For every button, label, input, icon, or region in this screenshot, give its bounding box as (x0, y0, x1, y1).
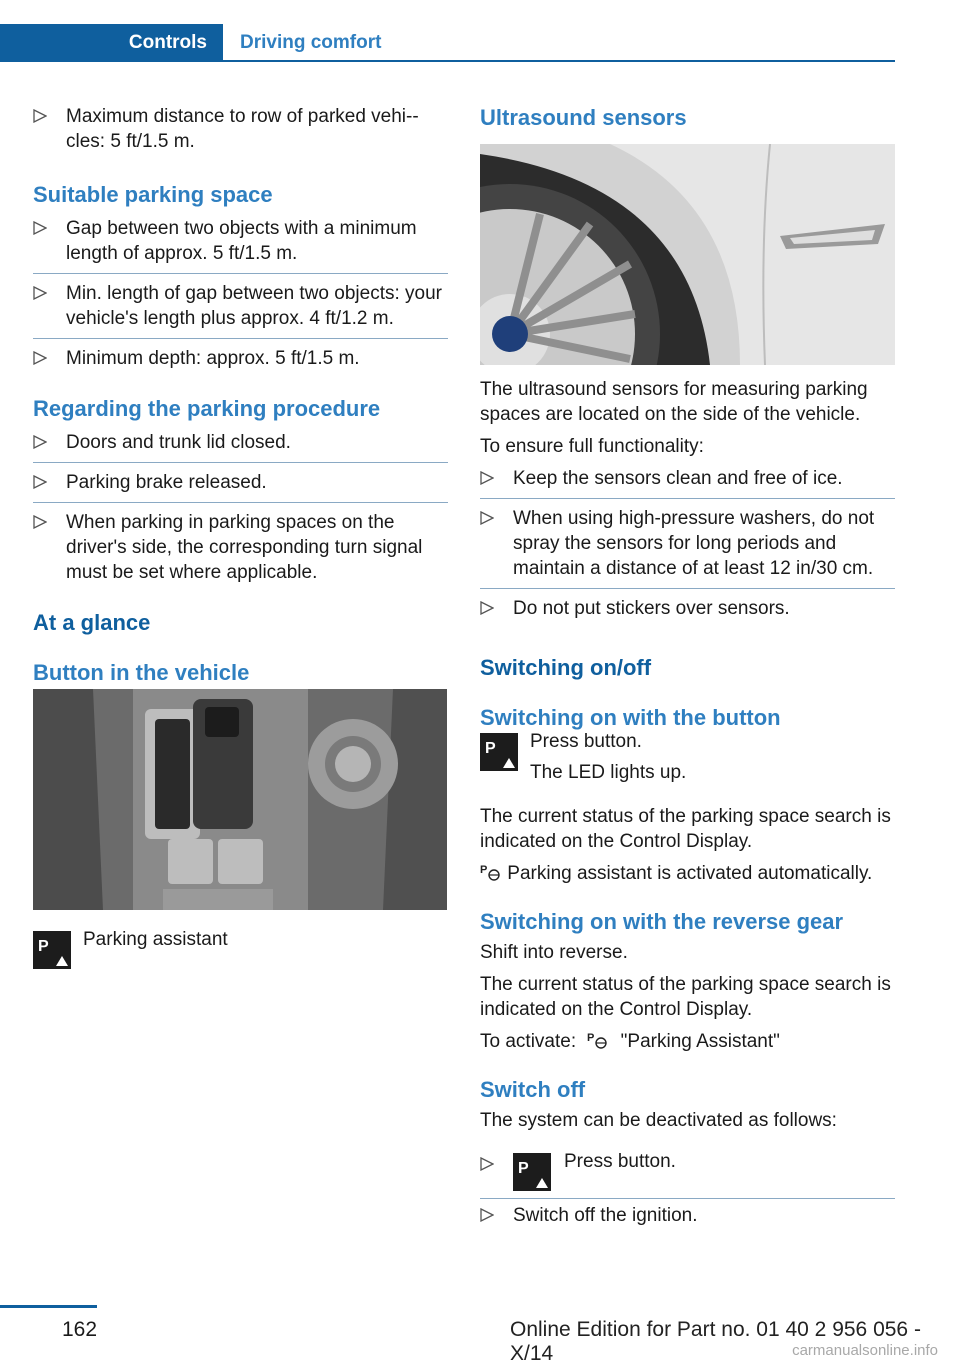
parking-assistant-button-icon: P (480, 733, 518, 771)
footer-divider (0, 1305, 97, 1308)
edition-text: Online Edition for Part no. 01 40 2 956 056 - X/14 (510, 1318, 921, 1365)
ensure-text: To ensure full functionality: (480, 436, 704, 457)
activate-line (480, 1029, 895, 1054)
console-photo (33, 689, 447, 910)
list-item (480, 506, 895, 581)
heading-switch-button: Switching on with the button (480, 705, 781, 730)
press-button-text: Press button. (530, 731, 642, 752)
heading-switching: Switching on/off (480, 655, 652, 680)
triangle-bullet-icon (480, 511, 494, 525)
svg-text:P: P (480, 864, 488, 876)
list-item (33, 104, 448, 154)
left-column (33, 100, 448, 687)
sensor-photo (480, 144, 895, 365)
triangle-bullet-icon (480, 601, 494, 615)
shift-text: Shift into reverse. (480, 942, 628, 963)
heading-button: Button in the vehicle (33, 660, 250, 685)
bullet-text: Gap between two objects with a minimum length of approx. 5 ft/1.5 m. (66, 218, 417, 264)
right-column (480, 100, 895, 132)
bullet-text: Parking brake released. (66, 472, 267, 493)
header-divider (0, 60, 895, 62)
console-illustration (33, 689, 447, 910)
subsection-tab[interactable]: Driving comfort (240, 32, 382, 53)
bullet-text: When parking in parking spaces on the driver's side, the corresponding turn signal must be set where applicable. (66, 512, 423, 583)
bullet-text: Minimum depth: approx. 5 ft/1.5 m. (66, 348, 360, 369)
list-item (33, 470, 448, 495)
bullet-text: Switch off the ignition. (513, 1205, 698, 1226)
deactivate-text: The system can be deactivated as follows: (480, 1110, 837, 1131)
triangle-bullet-icon (33, 109, 47, 123)
list-item (480, 1203, 928, 1228)
heading-ultrasound: Ultrasound sensors (480, 105, 687, 130)
bullet-text: Keep the sensors clean and free of ice. (513, 468, 843, 489)
section-tab[interactable]: Controls (0, 24, 223, 60)
triangle-bullet-icon (33, 286, 47, 300)
bullet-text: Min. length of gap between two objects: your vehicle's length plus approx. 4 ft/1.2 m. (66, 283, 443, 329)
list-item (480, 466, 895, 491)
parking-assistant-symbol-icon (587, 1030, 609, 1050)
status-text-2: The current status of the parking space search is indicated on the Control Display. (480, 974, 891, 1020)
button-caption: Parking assistant (83, 929, 228, 950)
heading-glance: At a glance (33, 610, 151, 635)
watermark: carmanualsonline.info (792, 1342, 938, 1359)
triangle-bullet-icon (33, 515, 47, 529)
right-column-body (480, 377, 895, 732)
suitable-list (33, 216, 448, 371)
triangle-bullet-icon (480, 1208, 494, 1222)
parking-assistant-button-icon: P (33, 931, 71, 969)
bullet-text: Press button. (564, 1151, 676, 1172)
ensure-list (480, 466, 895, 621)
list-item (480, 596, 895, 621)
page-number: 162 (62, 1318, 98, 1341)
bullet-text: When using high-pressure washers, do not spray the sensors for long periods and maintain a distance of at least 12 in/30 cm. (513, 508, 875, 579)
procedure-list (33, 430, 448, 585)
triangle-bullet-icon (480, 1157, 494, 1171)
status-text: The current status of the parking space search is indicated on the Control Display. (480, 806, 891, 852)
bullet-text: Do not put stickers over sensors. (513, 598, 790, 619)
svg-text:P: P (587, 1032, 595, 1044)
list-item (33, 430, 448, 455)
to-activate-text: To activate: (480, 1031, 577, 1052)
bullet-text: Maximum distance to row of parked vehi-cles: 5 ft/1.5 m. (66, 106, 419, 152)
parking-assistant-symbol-icon (480, 862, 502, 882)
ultrasound-text: The ultrasound sensors for measuring parking spaces are located on the side of the vehicle. (480, 379, 868, 425)
heading-suitable: Suitable parking space (33, 182, 273, 207)
parking-assistant-quote: "Parking Assistant" (620, 1031, 780, 1052)
triangle-bullet-icon (33, 221, 47, 235)
auto-text: Parking assistant is activated automatically. (507, 863, 873, 884)
list-item (33, 510, 448, 585)
list-item (33, 346, 448, 371)
triangle-bullet-icon (33, 351, 47, 365)
bullet-text: Doors and trunk lid closed. (66, 432, 291, 453)
list-item (33, 281, 448, 331)
triangle-bullet-icon (480, 471, 494, 485)
right-column-body-2 (480, 804, 895, 1133)
heading-switch-off: Switch off (480, 1077, 586, 1102)
heading-reverse: Switching on with the reverse gear (480, 909, 844, 934)
wheel-sensor-illustration (480, 144, 895, 365)
parking-assistant-button-icon: P (513, 1153, 551, 1191)
led-text: The LED lights up. (530, 762, 687, 783)
heading-procedure: Regarding the parking procedure (33, 396, 381, 421)
list-item (33, 216, 448, 266)
header-bar (0, 24, 895, 62)
auto-activation-line (480, 861, 895, 886)
triangle-bullet-icon (33, 475, 47, 489)
triangle-bullet-icon (33, 435, 47, 449)
